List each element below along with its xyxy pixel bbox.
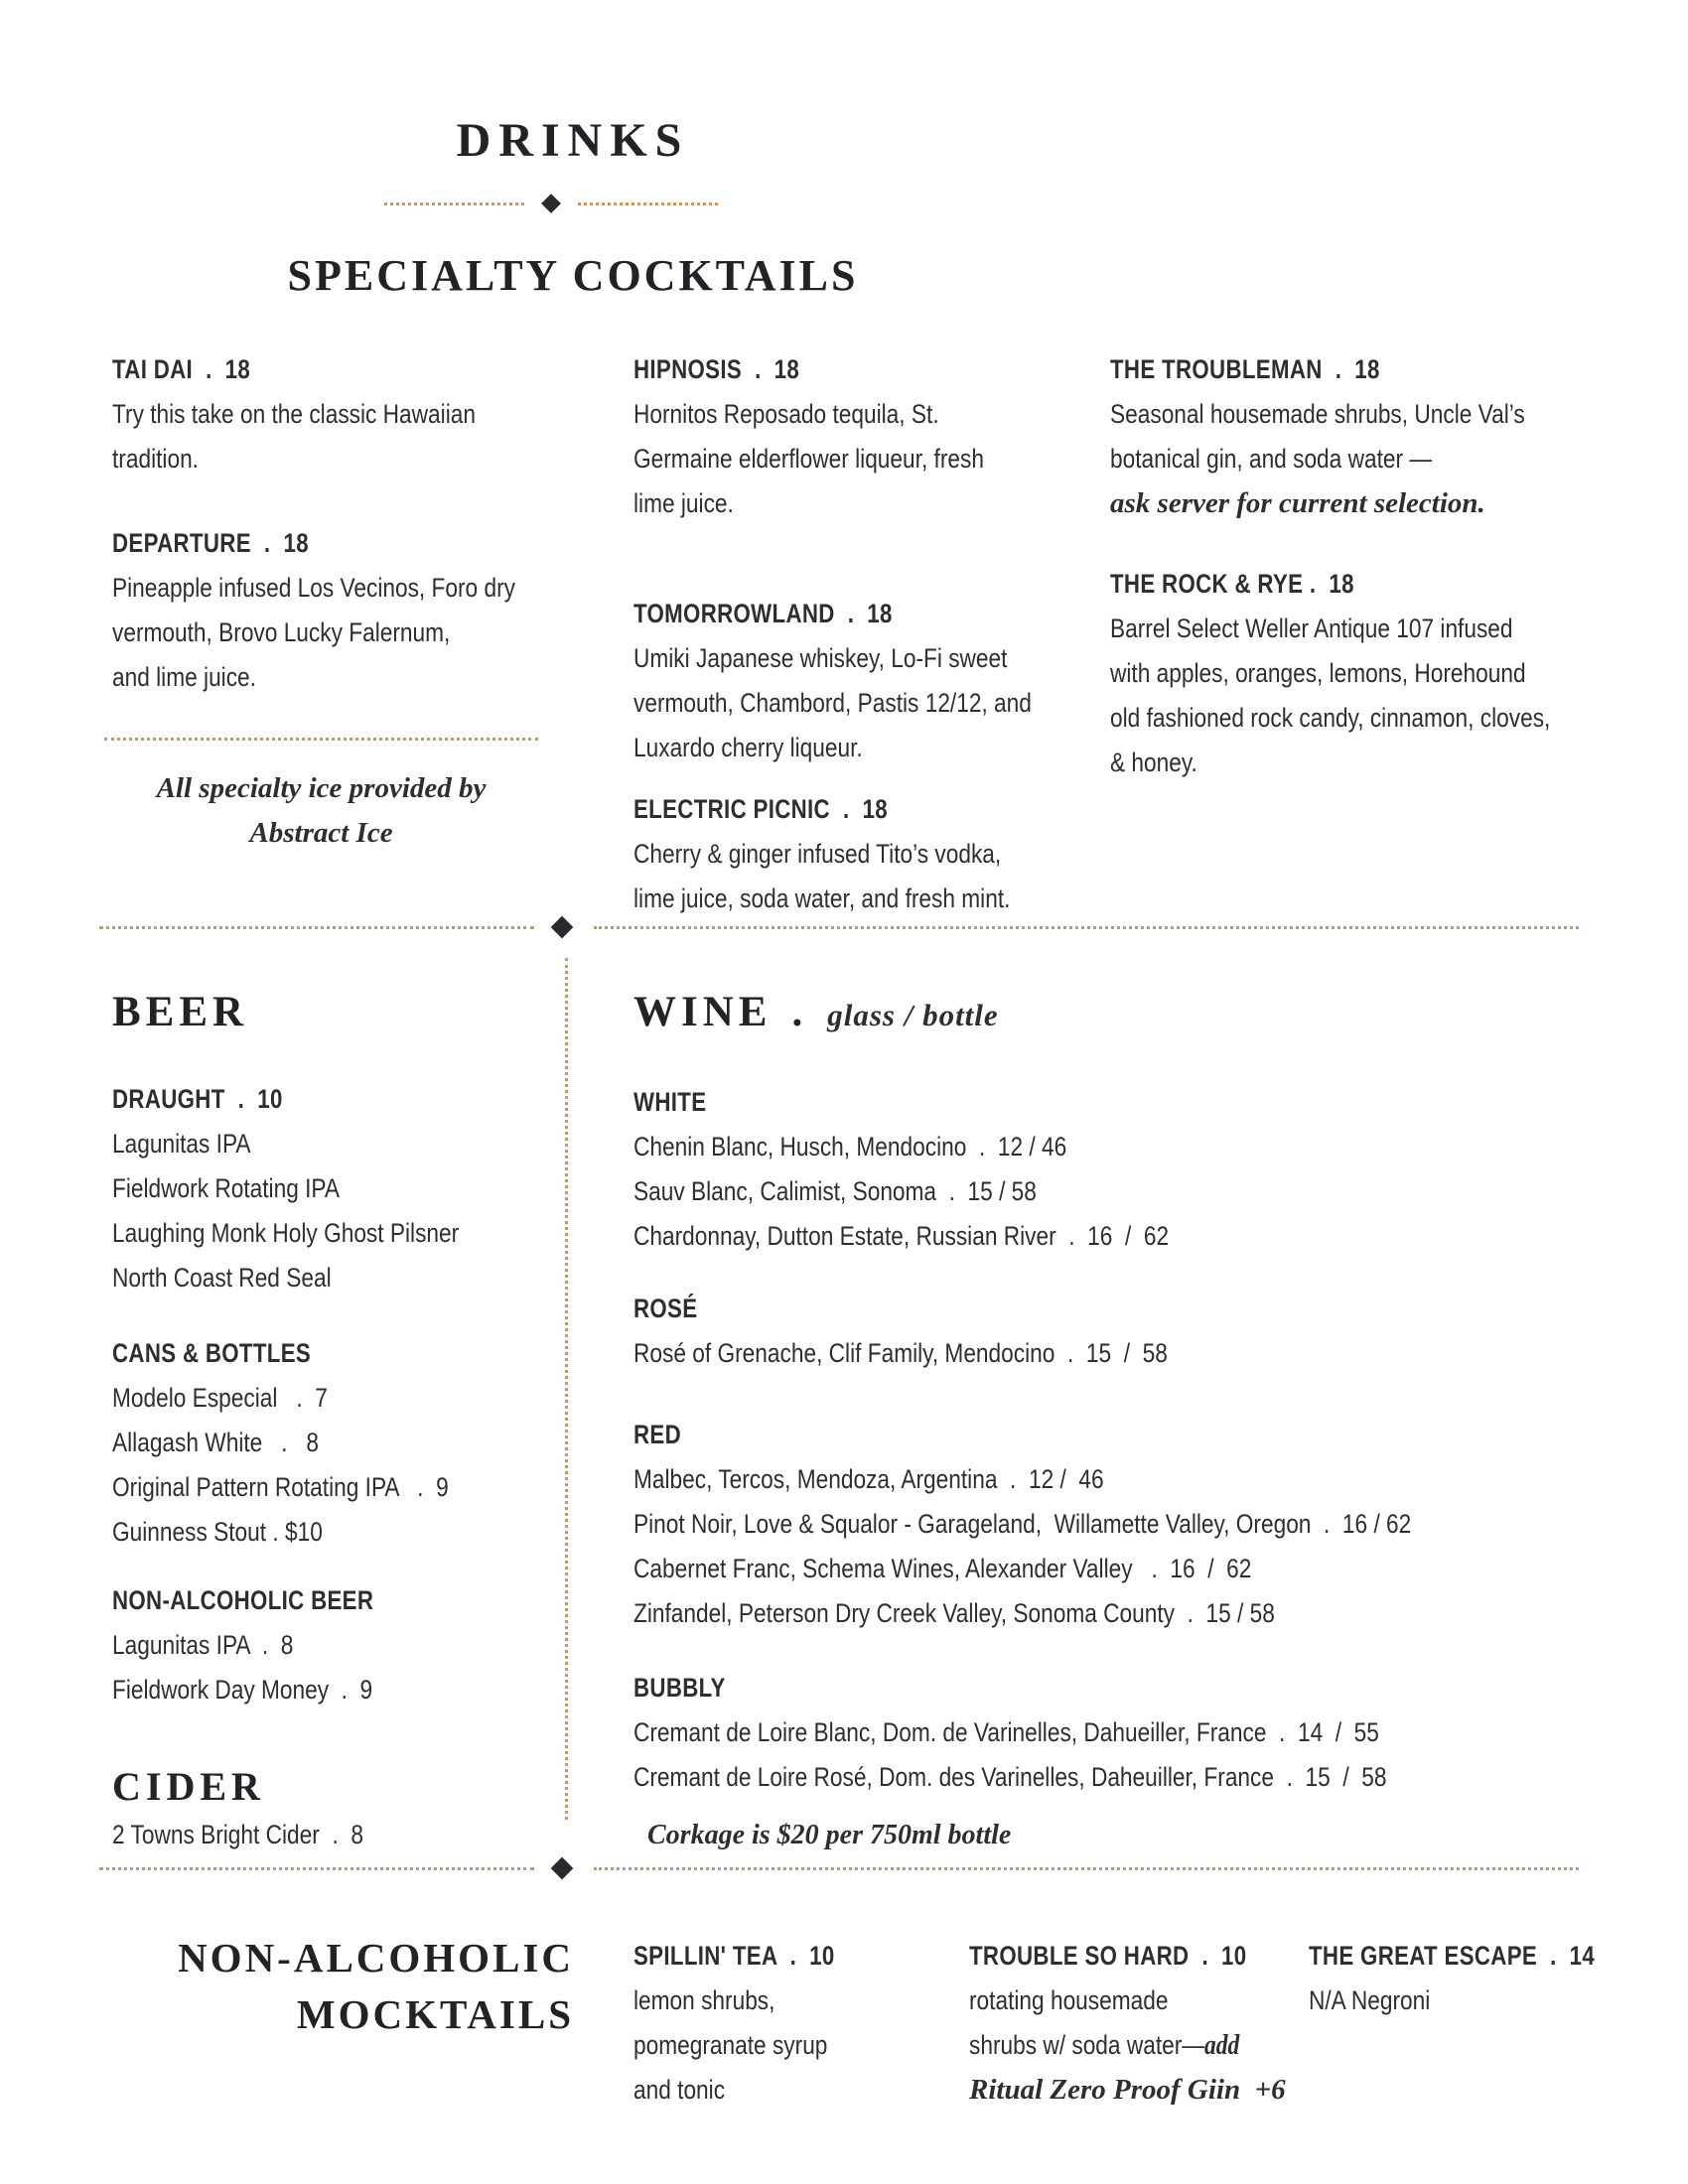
diamond-icon bbox=[551, 916, 574, 939]
cider-item bbox=[112, 1813, 411, 1857]
list-item: Modelo Especial . 7 bbox=[112, 1383, 328, 1413]
menu-item-the-troubleman bbox=[1110, 347, 1604, 526]
item-desc-line: Germaine elderflower liqueur, fresh bbox=[633, 444, 984, 474]
item-name: TROUBLE SO HARD . 10 bbox=[969, 1941, 1247, 1971]
item-name: THE ROCK & RYE . 18 bbox=[1110, 569, 1354, 599]
list-item: Chenin Blanc, Husch, Mendocino . 12 / 46 bbox=[633, 1132, 1067, 1161]
item-desc-line: pomegranate syrup bbox=[633, 2030, 828, 2060]
menu-item-spillin-tea bbox=[633, 1934, 873, 2113]
list-item: Cremant de Loire Rosé, Dom. des Varinelles, Daheuiller, France . 15 / 58 bbox=[633, 1762, 1387, 1792]
section-divider bbox=[99, 1860, 1579, 1876]
item-desc-line: Barrel Select Weller Antique 107 infused bbox=[1110, 614, 1513, 643]
menu-item-trouble-so-hard bbox=[969, 1934, 1300, 2113]
group-label: DRAUGHT . 10 bbox=[112, 1084, 283, 1114]
item-desc-line: and lime juice. bbox=[112, 662, 256, 692]
beer-cans-group bbox=[112, 1331, 512, 1555]
list-item: Lagunitas IPA . 8 bbox=[112, 1630, 294, 1660]
item-desc-line: Seasonal housemade shrubs, Uncle Val’s bbox=[1110, 399, 1525, 429]
group-label: RED bbox=[633, 1420, 682, 1449]
item-desc-line: and tonic bbox=[633, 2075, 726, 2105]
item-desc-text: shrubs w/ soda water— bbox=[969, 2030, 1204, 2060]
menu-item-tomorrowland bbox=[633, 592, 1107, 770]
item-desc-italic-inline: add bbox=[1203, 2030, 1240, 2061]
item-desc-line: lime juice. bbox=[633, 488, 734, 518]
list-item: Allagash White . 8 bbox=[112, 1428, 320, 1457]
list-item: Cabernet Franc, Schema Wines, Alexander Valley . 16 / 62 bbox=[633, 1554, 1252, 1583]
mocktails-heading-line: NON-ALCOHOLIC bbox=[178, 1935, 574, 1980]
menu-item-electric-picnic bbox=[633, 787, 1082, 921]
dotted-rule bbox=[594, 1867, 1579, 1870]
item-name: DEPARTURE . 18 bbox=[112, 528, 309, 558]
list-item: Chardonnay, Dutton Estate, Russian River . 16 / 62 bbox=[633, 1221, 1170, 1251]
menu-item-tai-dai bbox=[112, 347, 545, 481]
ice-note-line: Abstract Ice bbox=[249, 817, 393, 849]
dotted-rule bbox=[578, 203, 718, 205]
list-item: Pinot Noir, Love & Squalor - Garageland, Willamette Valley, Oregon . 16 / 62 bbox=[633, 1509, 1412, 1539]
section-divider bbox=[99, 919, 1579, 935]
section-title-wine bbox=[633, 991, 999, 1033]
item-desc-italic: Ritual Zero Proof Giin +6 bbox=[969, 2074, 1286, 2106]
list-item: Zinfandel, Peterson Dry Creek Valley, Sonoma County . 15 / 58 bbox=[633, 1598, 1275, 1628]
item-desc-line: vermouth, Brovo Lucky Falernum, bbox=[112, 617, 451, 647]
item-desc-line: Umiki Japanese whiskey, Lo-Fi sweet bbox=[633, 643, 1008, 673]
ice-note-line: All specialty ice provided by bbox=[156, 772, 487, 804]
beer-draught-group bbox=[112, 1077, 525, 1300]
dotted-rule bbox=[384, 203, 524, 205]
group-label: NON-ALCOHOLIC BEER bbox=[112, 1585, 374, 1615]
ice-note bbox=[104, 766, 538, 856]
item-desc-line: vermouth, Chambord, Pastis 12/12, and bbox=[633, 688, 1032, 718]
section-title-beer: BEER bbox=[112, 989, 249, 1035]
item-desc-line: with apples, oranges, lemons, Horehound bbox=[1110, 658, 1526, 688]
page-title: DRINKS bbox=[456, 114, 690, 167]
group-label: WHITE bbox=[633, 1087, 707, 1117]
list-item: Laughing Monk Holy Ghost Pilsner bbox=[112, 1218, 460, 1248]
beer-na-group bbox=[112, 1578, 423, 1712]
wine-group-rose bbox=[633, 1287, 1269, 1376]
wine-group-red bbox=[633, 1413, 1559, 1636]
item-name: TOMORROWLAND . 18 bbox=[633, 599, 893, 628]
specialty-cocktails-header bbox=[101, 251, 1045, 300]
mocktails-heading-line: MOCKTAILS bbox=[296, 1991, 574, 2037]
item-desc-line: & honey. bbox=[1110, 748, 1197, 777]
dotted-rule bbox=[99, 1867, 534, 1870]
menu-item-the-rock-and-rye bbox=[1110, 562, 1634, 785]
list-item: 2 Towns Bright Cider . 8 bbox=[112, 1820, 363, 1849]
list-item: Sauv Blanc, Calimist, Sonoma . 15 / 58 bbox=[633, 1176, 1037, 1206]
group-label: CANS & BOTTLES bbox=[112, 1338, 312, 1368]
item-name: ELECTRIC PICNIC . 18 bbox=[633, 794, 889, 824]
vertical-dotted-rule bbox=[565, 958, 568, 1820]
section-title-specialty-cocktails: SPECIALTY COCKTAILS bbox=[287, 251, 859, 300]
item-desc-italic: ask server for current selection. bbox=[1110, 487, 1485, 519]
dotted-rule bbox=[99, 926, 534, 929]
item-name: HIPNOSIS . 18 bbox=[633, 354, 800, 384]
item-desc-line: Luxardo cherry liqueur. bbox=[633, 733, 863, 762]
menu-header bbox=[101, 114, 1045, 167]
list-item: Fieldwork Day Money . 9 bbox=[112, 1675, 373, 1705]
item-desc-line: Hornitos Reposado tequila, St. bbox=[633, 399, 939, 429]
corkage-note: Corkage is $20 per 750ml bottle bbox=[647, 1820, 1012, 1850]
list-item: Lagunitas IPA bbox=[112, 1129, 251, 1159]
item-desc-line: lemon shrubs, bbox=[633, 1985, 775, 2015]
list-item: Guinness Stout . $10 bbox=[112, 1517, 323, 1547]
list-item: Rosé of Grenache, Clif Family, Mendocino . 15 / 58 bbox=[633, 1338, 1168, 1368]
item-name: TAI DAI . 18 bbox=[112, 354, 251, 384]
menu-item-the-great-escape bbox=[1309, 1934, 1649, 2023]
item-desc-line: Pineapple infused Los Vecinos, Foro dry bbox=[112, 573, 515, 603]
diamond-icon bbox=[551, 1857, 574, 1880]
item-desc-line: rotating housemade bbox=[969, 1985, 1169, 2015]
item-desc-line: lime juice, soda water, and fresh mint. bbox=[633, 884, 1011, 913]
item-desc-line: Cherry & ginger infused Tito’s vodka, bbox=[633, 839, 1002, 869]
list-item: North Coast Red Seal bbox=[112, 1263, 332, 1293]
dotted-rule bbox=[104, 738, 538, 741]
dotted-rule bbox=[594, 926, 1579, 929]
wine-group-white bbox=[633, 1080, 1271, 1259]
item-desc-line: N/A Negroni bbox=[1309, 1985, 1431, 2015]
item-name: SPILLIN' TEA . 10 bbox=[633, 1941, 835, 1971]
section-title-mocktails bbox=[104, 1930, 574, 2043]
list-item: Original Pattern Rotating IPA . 9 bbox=[112, 1472, 449, 1502]
diamond-icon bbox=[541, 194, 561, 213]
list-item: Cremant de Loire Blanc, Dom. de Varinelles, Dahueiller, France . 14 / 55 bbox=[633, 1717, 1379, 1747]
wine-heading-text: WINE bbox=[633, 989, 773, 1035]
item-name: THE GREAT ESCAPE . 14 bbox=[1309, 1941, 1596, 1971]
list-item: Fieldwork Rotating IPA bbox=[112, 1173, 341, 1203]
item-name: THE TROUBLEMAN . 18 bbox=[1110, 354, 1380, 384]
item-desc-line: old fashioned rock candy, cinnamon, cloves, bbox=[1110, 703, 1551, 733]
list-item: Malbec, Tercos, Mendoza, Argentina . 12 / 46 bbox=[633, 1464, 1104, 1494]
wine-heading-sep: . bbox=[791, 989, 808, 1035]
header-ornament bbox=[384, 197, 762, 210]
wine-group-bubbly bbox=[633, 1666, 1530, 1800]
group-label: ROSÉ bbox=[633, 1294, 698, 1323]
item-desc-line: botanical gin, and soda water — bbox=[1110, 444, 1433, 474]
section-title-cider: CIDER bbox=[112, 1764, 265, 1809]
item-desc-line bbox=[969, 2023, 1246, 2068]
item-desc-line: tradition. bbox=[112, 444, 199, 474]
menu-item-departure bbox=[112, 521, 592, 700]
wine-heading-note: glass / bottle bbox=[827, 998, 999, 1032]
item-desc-line: Try this take on the classic Hawaiian bbox=[112, 399, 476, 429]
group-label: BUBBLY bbox=[633, 1673, 726, 1703]
menu-item-hipnosis bbox=[633, 347, 1051, 526]
